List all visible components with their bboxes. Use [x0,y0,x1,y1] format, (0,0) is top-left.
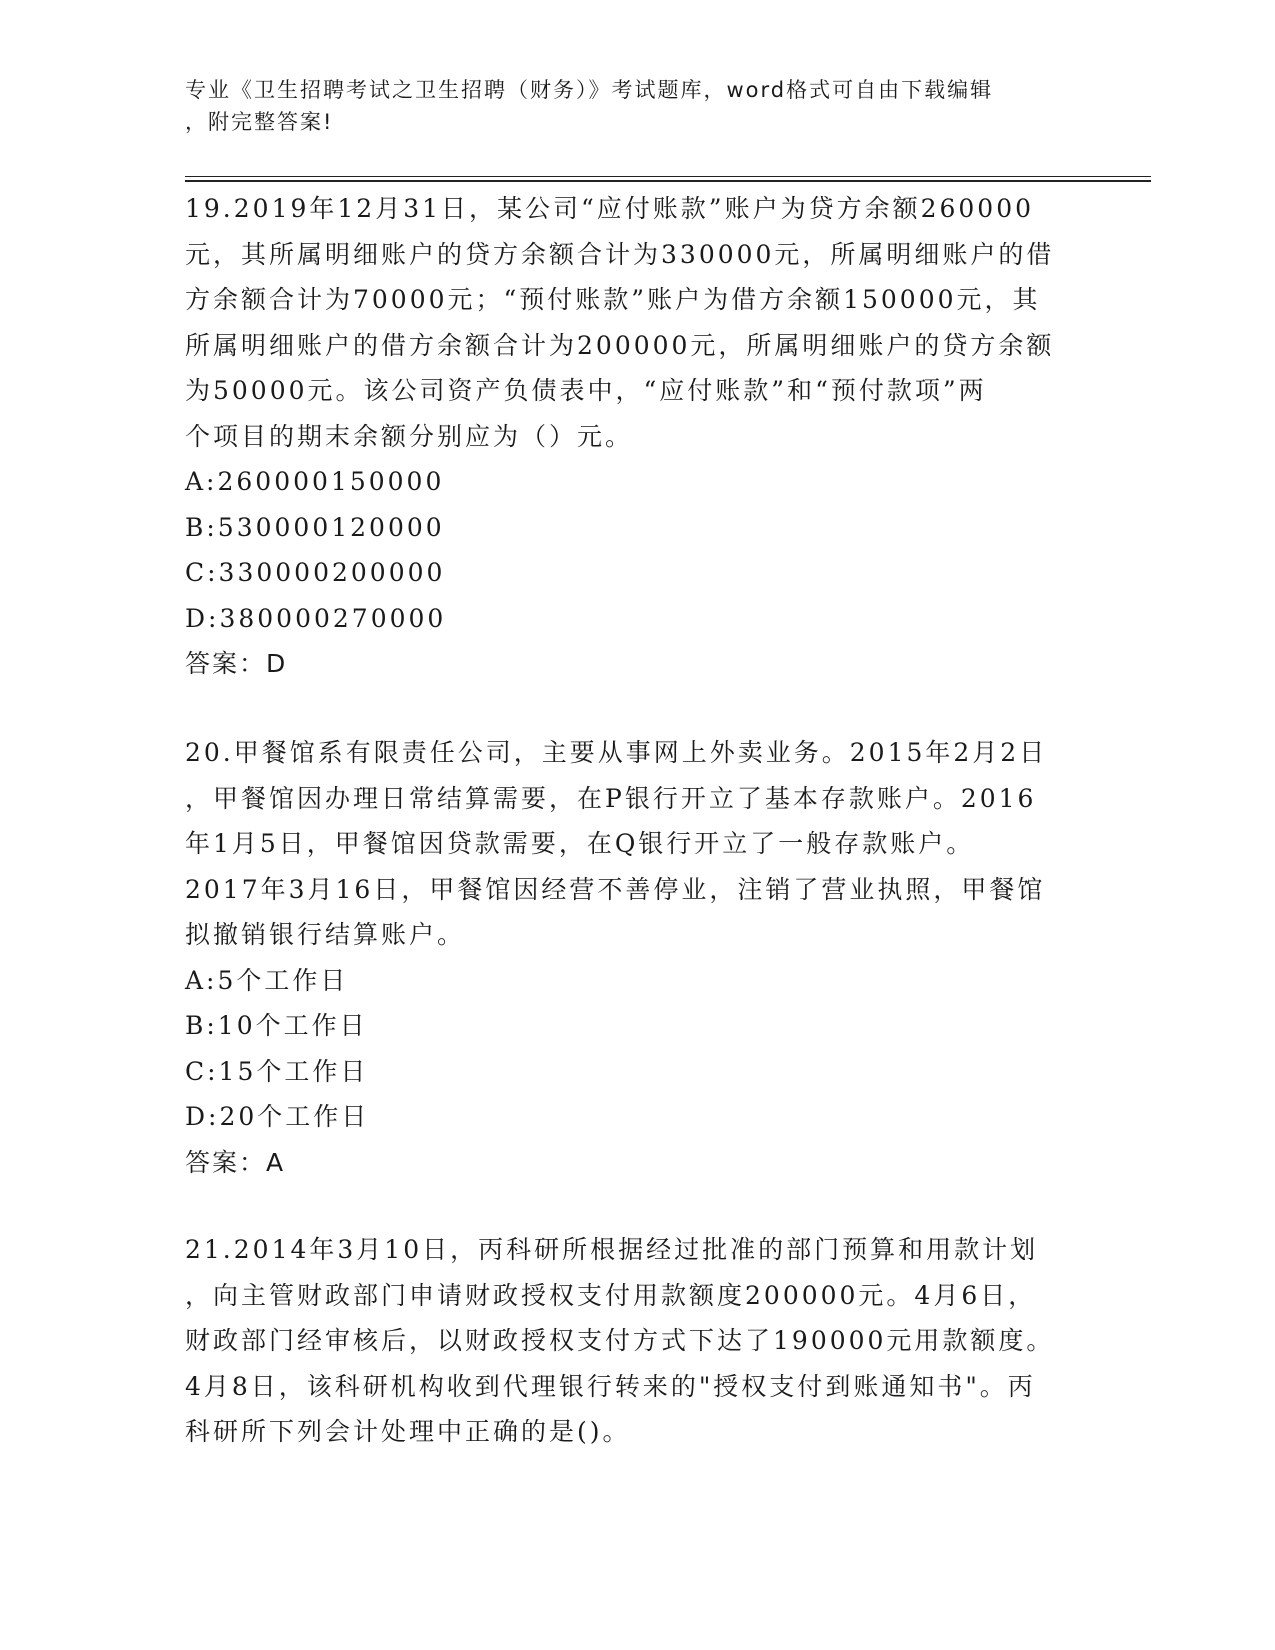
document-header [185,74,1065,138]
option-b: B:10个工作日 [185,1011,368,1040]
question-stem-line: 4月8日，该科研机构收到代理银行转来的"授权支付到账通知书"。丙 [185,1371,1036,1401]
question-stem-line: 所属明细账户的借方余额合计为200000元，所属明细账户的贷方余额 [185,330,1055,360]
option-c: C:15个工作日 [185,1056,369,1086]
question-stem-line: 年1月5日，甲餐馆因贷款需要，在Q银行开立了一般存款账户。 [185,829,975,858]
question-stem-line: 个项目的期末余额分别应为（）元。 [185,421,634,451]
question-stem-line: 元，其所属明细账户的贷方余额合计为330000元，所属明细账户的借 [185,239,1055,269]
question-stem-line: 拟撤销银行结算账户。 [185,920,466,949]
option-d: D:380000270000 [185,603,447,633]
header-divider-thin [185,176,1151,177]
question-stem-line: 19.2019年12月31日，某公司“应付账款”账户为贷方余额260000 [185,194,1035,223]
question-19 [185,186,1085,687]
header-title-line: 专业《卫生招聘考试之卫生招聘（财务）》考试题库，word格式可自由下载编辑 [185,78,994,102]
question-stem-line: 21.2014年3月10日，丙科研所根据经过批准的部门预算和用款计划 [185,1235,1039,1264]
option-b: B:530000120000 [185,512,445,542]
header-subtitle-line: ，附完整答案! [185,110,334,134]
option-a: A:260000150000 [185,467,445,496]
answer-line: 答案：D [185,649,288,678]
answer-line: 答案：A [185,1147,286,1177]
question-stem-line: 20.甲餐馆系有限责任公司，主要从事网上外卖业务。2015年2月2日 [185,738,1048,767]
question-stem-line: ，甲餐馆因办理日常结算需要，在P银行开立了基本存款账户。2016 [185,783,1037,813]
option-c: C:330000200000 [185,558,446,587]
question-stem-line: 2017年3月16日，甲餐馆因经营不善停业，注销了营业执照，甲餐馆 [185,874,1046,904]
question-stem-line: 科研所下列会计处理中正确的是()。 [185,1417,631,1446]
option-d: D:20个工作日 [185,1102,370,1131]
question-stem-line: 方余额合计为70000元；“预付账款”账户为借方余额150000元，其 [185,285,1041,314]
question-stem-line: ，向主管财政部门申请财政授权支付用款额度200000元。4月6日， [185,1280,1037,1310]
question-21 [185,1227,1085,1455]
header-divider-thick [185,180,1151,182]
option-a: A:5个工作日 [185,965,349,995]
question-stem-line: 财政部门经审核后，以财政授权支付方式下达了190000元用款额度。 [185,1326,1055,1355]
question-stem-line: 为50000元。该公司资产负债表中，“应付账款”和“预付款项”两 [185,376,987,405]
question-20 [185,730,1085,1185]
